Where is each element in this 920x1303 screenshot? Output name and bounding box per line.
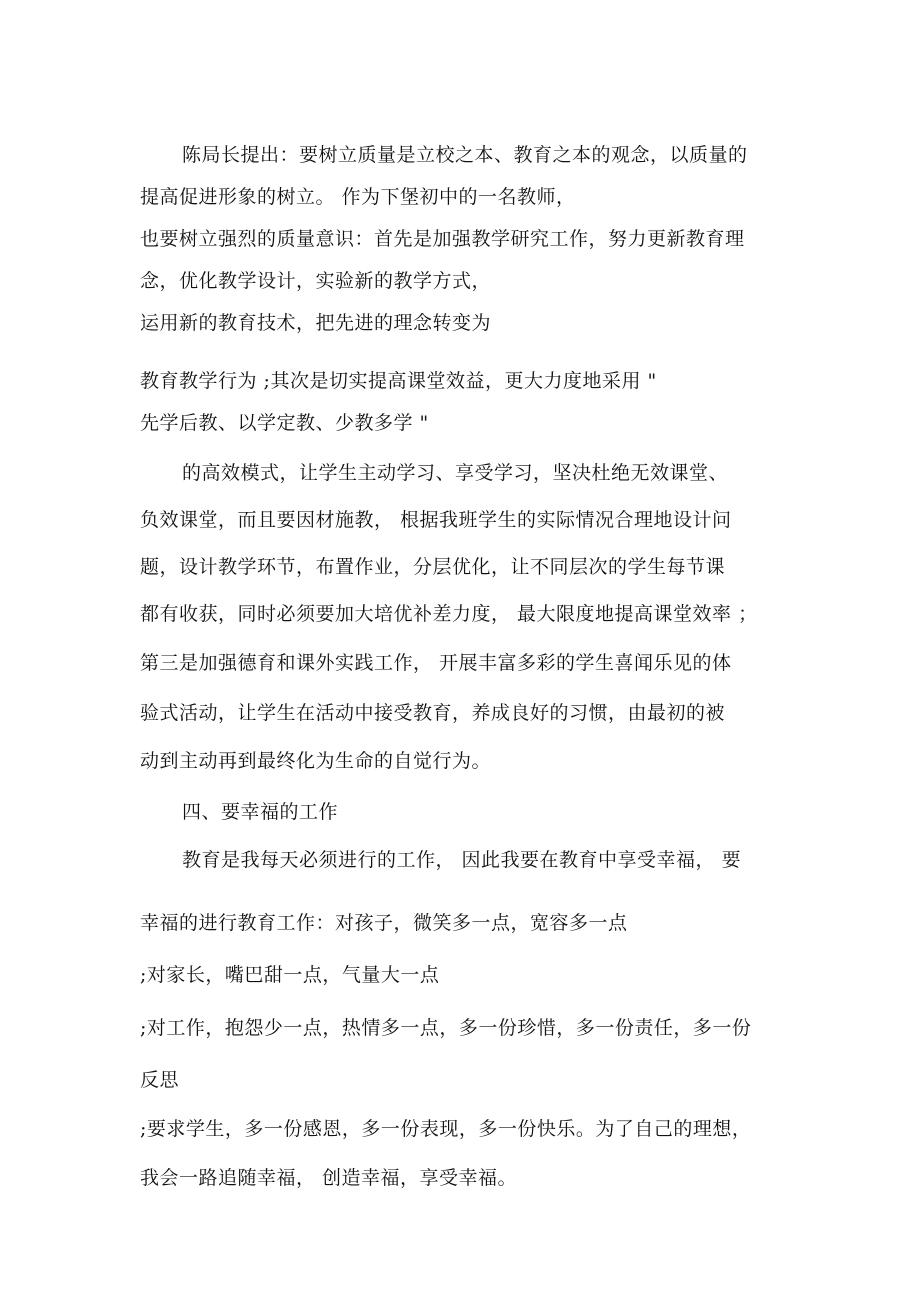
- paragraph-line-13: 验式活动，让学生在活动中接受教育，养成良好的习惯，由最初的被: [140, 702, 726, 724]
- paragraph-line-20: ;要求学生，多一份感恩，多一份表现，多一份快乐。为了自己的理想，: [140, 1118, 752, 1140]
- paragraph-line-21: 我会一路追随幸福， 创造幸福，享受幸福。: [140, 1167, 518, 1189]
- paragraph-line-6: 教育教学行为 ;其次是切实提高课堂效益，更大力度地采用 ": [140, 370, 657, 392]
- paragraph-line-11: 都有收获，同时必须要加大培优补差力度， 最大限度地提高课堂效率 ；: [140, 603, 758, 625]
- paragraph-line-15: 教育是我每天必须进行的工作， 因此我要在教育中享受幸福， 要: [182, 849, 742, 871]
- paragraph-line-4: 念，优化教学设计，实验新的教学方式，: [140, 270, 492, 292]
- paragraph-line-3: 也要树立强烈的质量意识：首先是加强教学研究工作，努力更新教育理: [140, 228, 745, 250]
- paragraph-line-9: 负效课堂，而且要因材施教， 根据我班学生的实际情况合理地设计问: [140, 509, 732, 531]
- paragraph-line-18: ;对工作，抱怨少一点，热情多一点，多一份珍惜，多一份责任，多一份: [140, 1017, 752, 1039]
- section-heading: 四、要幸福的工作: [182, 801, 339, 823]
- paragraph-line-16: 幸福的进行教育工作：对孩子，微笑多一点，宽容多一点: [140, 912, 628, 934]
- paragraph-line-19: 反思: [140, 1069, 180, 1091]
- paragraph-line-1: 陈局长提出：要树立质量是立校之本、教育之本的观念，以质量的: [182, 144, 748, 166]
- paragraph-line-12: 第三是加强德育和课外实践工作， 开展丰富多彩的学生喜闻乐见的体: [140, 652, 732, 674]
- paragraph-line-7: 先学后教、以学定教、少教多学 ": [140, 412, 429, 434]
- paragraph-line-2: 提高促进形象的树立。 作为下堡初中的一名教师，: [140, 186, 576, 208]
- paragraph-line-14: 动到主动再到最终化为生命的自觉行为。: [140, 750, 492, 772]
- paragraph-line-17: ;对家长，嘴巴甜一点，气量大一点: [140, 964, 440, 986]
- paragraph-line-5: 运用新的教育技术，把先进的理念转变为: [140, 312, 492, 334]
- paragraph-line-10: 题，设计教学环节，布置作业，分层优化，让不同层次的学生每节课: [140, 556, 726, 578]
- paragraph-line-8: 的高效模式，让学生主动学习、享受学习，坚决杜绝无效课堂、: [182, 462, 729, 484]
